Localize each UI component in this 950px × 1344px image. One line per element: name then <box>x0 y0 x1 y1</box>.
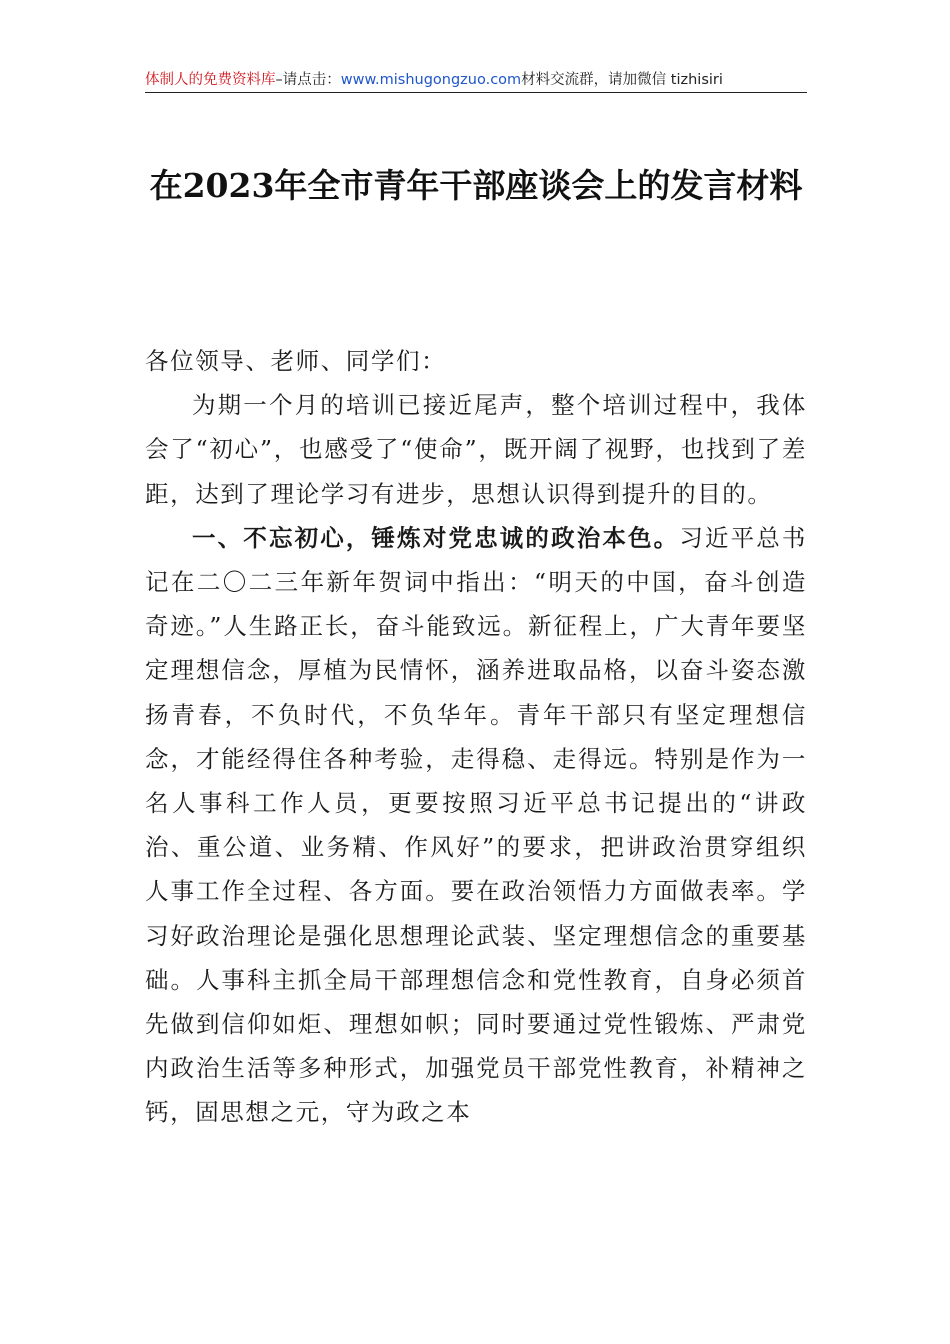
page-header <box>145 68 807 93</box>
document-title: 在2023年全市青年干部座谈会上的发言材料 <box>149 166 803 205</box>
document-body <box>145 339 807 1135</box>
header-tail: 材料交流群，请加微信 tizhisiri <box>521 72 723 88</box>
intro-paragraph: 为期一个月的培训已接近尾声，整个培训过程中，我体会了“初心”，也感受了“使命”，既开阔了视野，也找到了差距，达到了理论学习有进步，思想认识得到提升的目的。 <box>145 391 807 508</box>
salutation: 各位领导、老师、同学们： <box>145 347 447 375</box>
header-brand: 体制人的免费资料库 <box>145 72 276 88</box>
section-1-paragraph <box>145 516 807 1135</box>
section-1-heading: 一、不忘初心，锤炼对党忠诚的政治本色。 <box>192 523 680 552</box>
section-1-body: 习近平总书记在二〇二三年新年贺词中指出：“明天的中国，奋斗创造奇迹。”人生路正长，奋斗能致远。新征程上，广大青年要坚定理想信念，厚植为民情怀，涵养进取品格，以奋斗姿态激扬青春，不负时代，不负华年。青年干部只有坚定理想信念，才能经得住各种考验，走得稳、走得远。特别是作为一名人事科工作人员，更要按照习近平总书记提出的“讲政治、重公道、业务精、作风好”的要求，把讲政治贯穿组织人事工作全过程、各方面。要在政治领悟力方面做表率。学习好政治理论是强化思想理论武装、坚定理想信念的重要基础。人事科主抓全局干部理想信念和党性教育，自身必须首先做到信仰如炬、理想如帜；同时要通过党性锻炼、严肃党内政治生活等多种形式，加强党员干部党性教育，补精神之钙，固思想之元，守为政之本 <box>145 523 808 1127</box>
header-link[interactable]: www.mishugongzuo.com <box>340 72 522 88</box>
header-separator: –请点击： <box>275 72 341 88</box>
